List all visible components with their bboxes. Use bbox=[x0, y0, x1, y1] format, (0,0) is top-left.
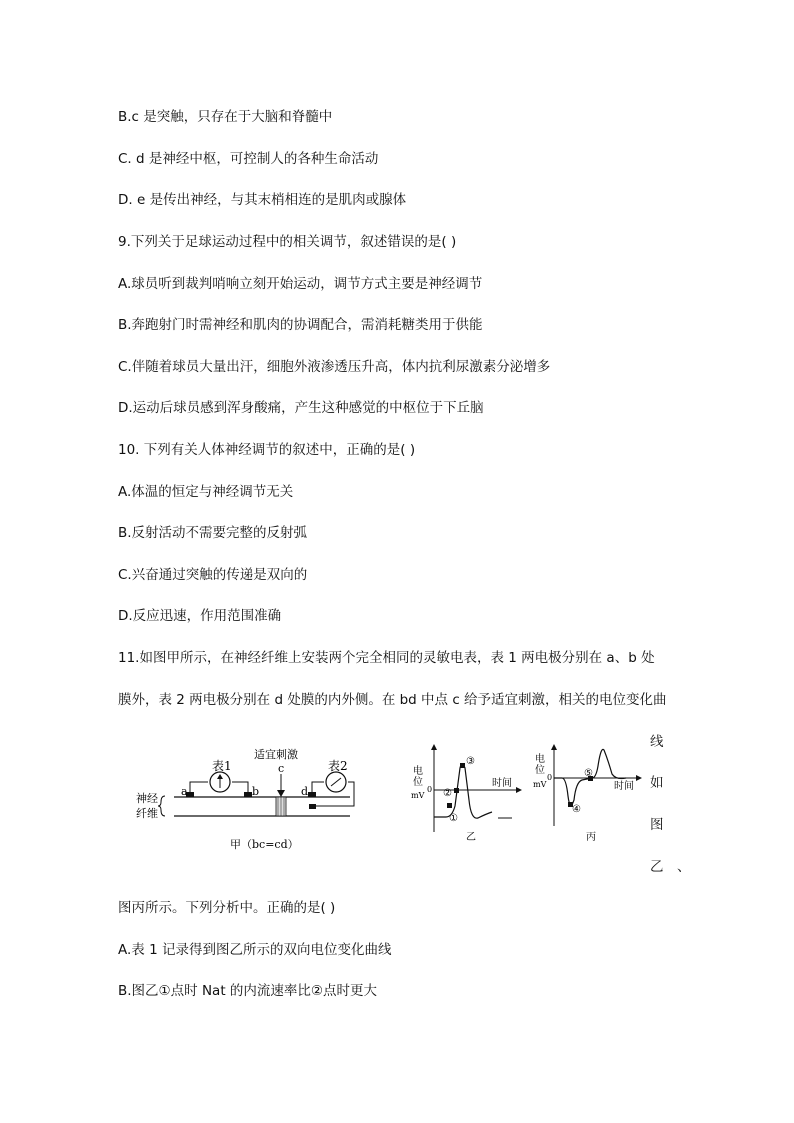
option-d-q8: D. e 是传出神经，与其末梢相连的是肌肉或腺体 bbox=[118, 192, 407, 208]
yi-caption: 乙 bbox=[466, 832, 476, 842]
wrap-char-1: 线 bbox=[650, 734, 664, 750]
bing-caption: 丙 bbox=[586, 832, 596, 842]
option-b-q11: B.图乙①点时 Nat 的内流速率比②点时更大 bbox=[118, 983, 378, 999]
meter-1-label: 表1 bbox=[212, 759, 232, 773]
point-c-label: c bbox=[278, 762, 285, 775]
yi-xlabel: 时间 bbox=[492, 778, 512, 789]
option-b-q9: B.奔跑射门时需神经和肌肉的协调配合，需消耗糖类用于供能 bbox=[118, 317, 483, 333]
option-c-q10: C.兴奋通过突触的传递是双向的 bbox=[118, 567, 308, 583]
option-a-q10: A.体温的恒定与神经调节无关 bbox=[118, 484, 294, 500]
yi-zero: 0 bbox=[427, 785, 433, 794]
figure-jia bbox=[128, 744, 363, 856]
stimulus-label: 适宜刺激 bbox=[254, 748, 298, 761]
yi-ylabel-unit: mV bbox=[411, 791, 425, 800]
option-b-q10: B.反射活动不需要完整的反射弧 bbox=[118, 525, 308, 541]
figure-jia-caption: 甲（bc=cd） bbox=[230, 838, 299, 851]
question-11-line3: 图丙所示。下列分析中。正确的是( ) bbox=[118, 900, 336, 916]
point-a-label: a bbox=[181, 785, 188, 798]
wrap-char-3: 图 bbox=[650, 817, 664, 833]
figure-yi-chart bbox=[408, 740, 528, 842]
yi-ylabel-1: 电 bbox=[413, 766, 423, 777]
option-d-q9: D.运动后球员感到浑身酸痛，产生这种感觉的中枢位于下丘脑 bbox=[118, 400, 484, 416]
bing-zero: 0 bbox=[547, 773, 553, 782]
bing-marker-4: ④ bbox=[572, 804, 581, 815]
question-11-line1: 11.如图甲所示，在神经纤维上安装两个完全相同的灵敏电表，表 1 两电极分别在 a、b 处 bbox=[118, 650, 655, 666]
bing-ylabel-unit: mV bbox=[533, 780, 547, 789]
meter-2-label: 表2 bbox=[328, 759, 348, 773]
option-a-q9: A.球员听到裁判哨响立刻开始运动，调节方式主要是神经调节 bbox=[118, 276, 483, 292]
yi-marker-2: ② bbox=[443, 788, 452, 799]
bing-ylabel-2: 位 bbox=[535, 765, 545, 776]
yi-marker-3: ③ bbox=[466, 756, 475, 767]
yi-ylabel-2: 位 bbox=[413, 777, 423, 788]
wrap-char-2: 如 bbox=[650, 775, 664, 791]
bing-ylabel-1: 电 bbox=[535, 754, 545, 765]
option-a-q11: A.表 1 记录得到图乙所示的双向电位变化曲线 bbox=[118, 942, 392, 958]
question-9: 9.下列关于足球运动过程中的相关调节，叙述错误的是( ) bbox=[118, 234, 457, 250]
figure-bing-chart bbox=[530, 740, 648, 842]
option-b-q8: B.c 是突触，只存在于大脑和脊髓中 bbox=[118, 109, 333, 125]
question-10: 10. 下列有关人体神经调节的叙述中，正确的是( ) bbox=[118, 442, 416, 458]
option-c-q8: C. d 是神经中枢，可控制人的各种生命活动 bbox=[118, 151, 379, 167]
fiber-label-2: 纤维 bbox=[136, 807, 158, 820]
bing-marker-5: ⑤ bbox=[584, 768, 593, 779]
question-11-line2: 膜外，表 2 两电极分别在 d 处膜的内外侧。在 bd 中点 c 给予适宜刺激，相关的电位变化曲 bbox=[118, 692, 667, 708]
yi-marker-1: ① bbox=[449, 813, 458, 824]
option-c-q9: C.伴随着球员大量出汗，细胞外液渗透压升高，体内抗利尿激素分泌增多 bbox=[118, 359, 551, 375]
fiber-label-1: 神经 bbox=[136, 792, 158, 805]
point-d-label: d bbox=[301, 785, 309, 798]
point-b-label: b bbox=[252, 785, 260, 798]
option-d-q10: D.反应迅速，作用范围准确 bbox=[118, 608, 282, 624]
bing-xlabel: 时间 bbox=[614, 781, 634, 792]
wrap-char-4: 乙 、 bbox=[650, 859, 691, 875]
